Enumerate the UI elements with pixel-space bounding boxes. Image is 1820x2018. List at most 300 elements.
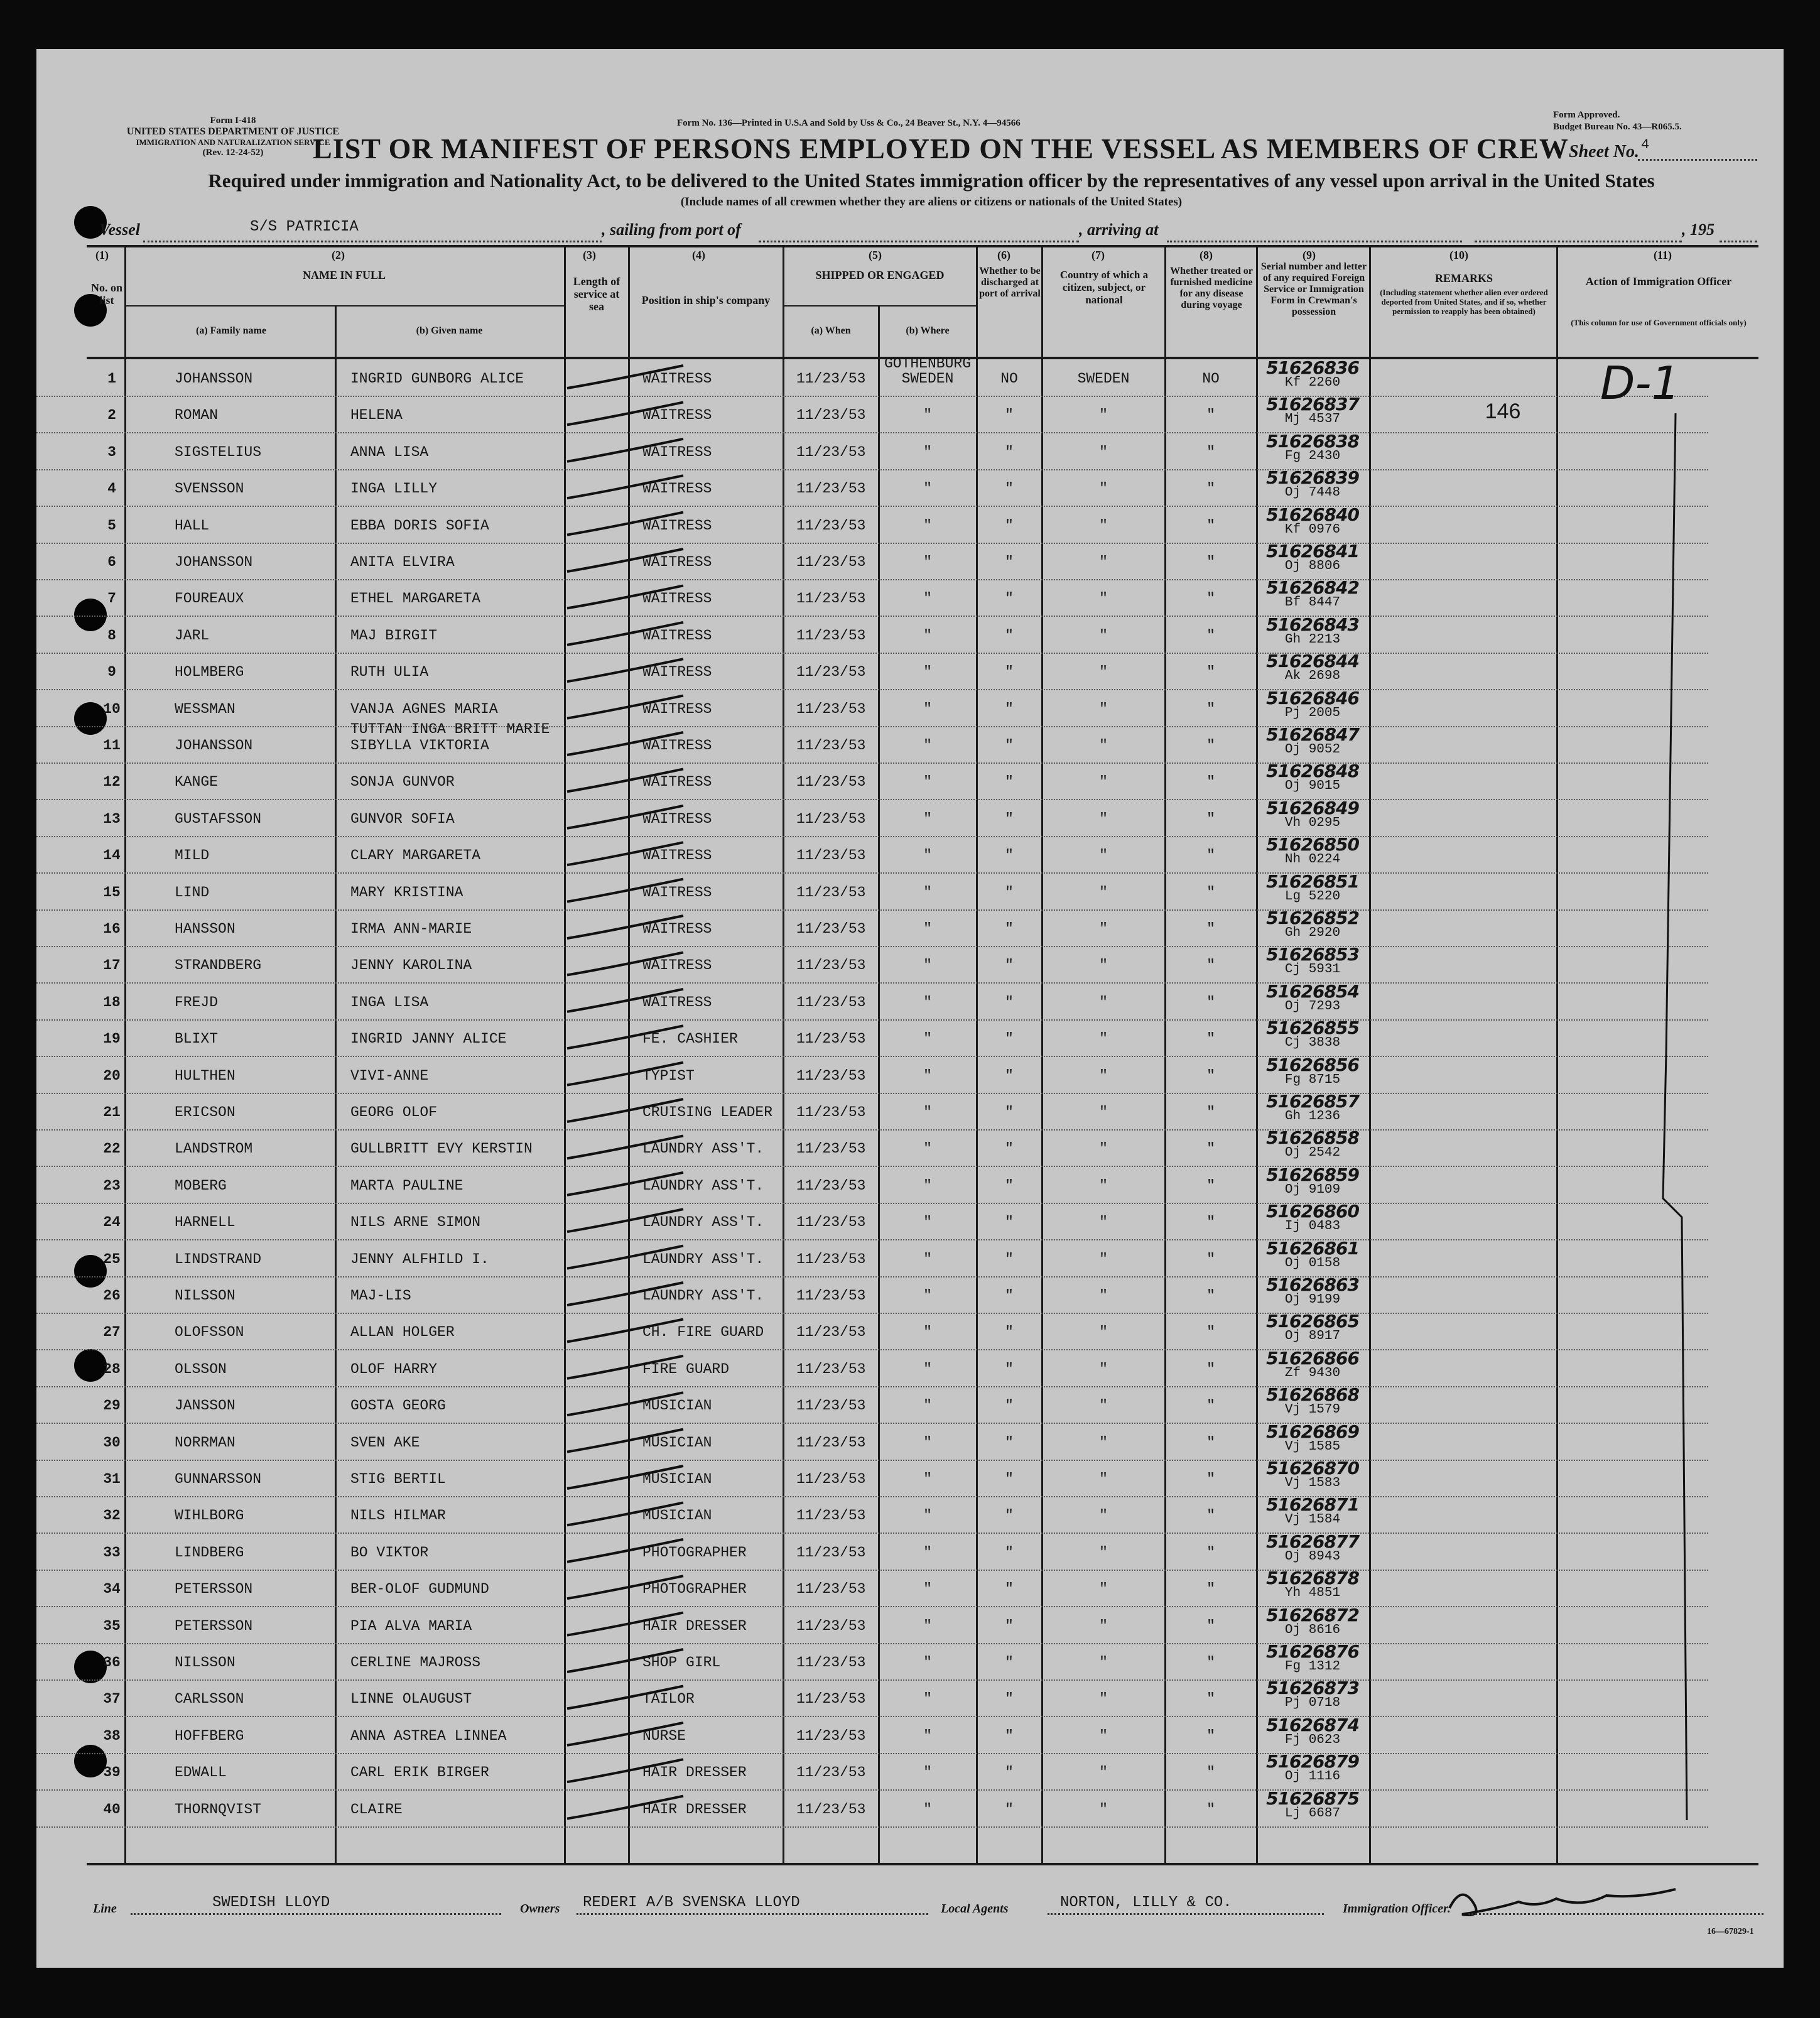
treated: " (1206, 700, 1215, 717)
family-name: LINDBERG (175, 1544, 244, 1561)
officer-underline (1468, 1913, 1763, 1915)
given-name: ALLAN HOLGER (350, 1324, 455, 1341)
given-name: MARTA PAULINE (350, 1177, 463, 1194)
treated: " (1206, 1250, 1215, 1267)
treated: " (1206, 884, 1215, 901)
given-name: PIA ALVA MARIA (350, 1617, 472, 1634)
row-number: 18 (103, 994, 121, 1011)
shipped-where: " (923, 1214, 932, 1231)
service-check-stroke (567, 402, 683, 425)
country: " (1099, 1764, 1108, 1781)
treated: " (1206, 664, 1215, 681)
family-name: ERICSON (175, 1104, 236, 1120)
country: " (1099, 1324, 1108, 1341)
service-check-stroke (567, 1319, 683, 1342)
col-5-header: SHIPPED OR ENGAGED (815, 269, 945, 281)
shipped-where: SWEDEN (901, 371, 954, 387)
position: LAUNDRY ASS'T. (642, 1250, 764, 1267)
discharged: " (1005, 1471, 1014, 1487)
shipped-where: " (923, 957, 932, 974)
serial-handwritten: 51626877 (1266, 1531, 1359, 1552)
discharged: " (1005, 884, 1014, 901)
col-2-header: NAME IN FULL (302, 269, 386, 281)
family-name: PETERSSON (175, 1617, 253, 1634)
form-id: Form I-418 (210, 116, 256, 126)
treated: " (1206, 1360, 1215, 1377)
col-11-note: (This column for use of Government officials only) (1571, 318, 1747, 327)
shipped-where: " (923, 1471, 932, 1487)
position: CH. FIRE GUARD (642, 1324, 764, 1341)
vessel-label: Vessel (99, 220, 140, 239)
family-name: MILD (175, 847, 210, 864)
shipped-when: 11/23/53 (796, 1141, 866, 1158)
discharged: " (1005, 1141, 1014, 1158)
col-11-header: Action of Immigration Officer (1585, 275, 1732, 288)
family-name: JOHANSSON (175, 371, 253, 387)
row-number: 27 (103, 1324, 121, 1341)
position: HAIR DRESSER (642, 1801, 747, 1818)
row-number: 13 (103, 810, 121, 827)
treated: " (1206, 774, 1215, 791)
service-check-stroke (567, 842, 683, 865)
country: " (1099, 627, 1108, 644)
col-1-number: (1) (95, 249, 109, 261)
country: " (1099, 737, 1108, 754)
serial-typed: Vj 1583 (1284, 1476, 1341, 1490)
discharged: " (1005, 1214, 1014, 1231)
treated: " (1206, 1544, 1215, 1561)
serial-typed: Oj 8806 (1284, 559, 1341, 573)
shipped-where: " (923, 1654, 932, 1671)
form-code: 16—67829-1 (1707, 1927, 1754, 1936)
serial-handwritten: 51626839 (1266, 467, 1359, 489)
officer-mark: D-1 (1600, 357, 1681, 410)
shipped-where: " (923, 774, 932, 791)
treated: " (1206, 1764, 1215, 1781)
discharged: " (1005, 443, 1014, 460)
family-name: HOFFBERG (175, 1727, 244, 1744)
serial-handwritten: 51626857 (1266, 1091, 1359, 1112)
serial-typed: Fg 1312 (1284, 1659, 1341, 1674)
shipped-when: 11/23/53 (796, 700, 866, 717)
shipped-when: 11/23/53 (796, 1544, 866, 1561)
treated: " (1206, 1691, 1215, 1708)
row-number: 38 (103, 1727, 121, 1744)
discharged: " (1005, 1288, 1014, 1304)
officer-vertical-line (1663, 413, 1687, 1820)
country: " (1099, 664, 1108, 681)
col-7-number: (7) (1091, 249, 1105, 261)
given-name: BER-OLOF GUDMUND (350, 1581, 489, 1598)
discharged: " (1005, 1397, 1014, 1414)
service-check-stroke (567, 732, 683, 755)
discharged: " (1005, 1544, 1014, 1561)
position: FE. CASHIER (642, 1031, 738, 1048)
discharged: " (1005, 1324, 1014, 1341)
row-number: 29 (103, 1397, 121, 1414)
family-name: HALL (175, 517, 210, 534)
service-check-stroke (567, 1613, 683, 1636)
position: WAITRESS (642, 443, 712, 460)
serial-handwritten: 51626879 (1266, 1751, 1359, 1772)
discharged: " (1005, 590, 1014, 607)
col-6-number: (6) (997, 249, 1010, 261)
discharged: " (1005, 847, 1014, 864)
discharged: " (1005, 1067, 1014, 1084)
shipped-where: " (923, 1434, 932, 1451)
serial-handwritten: 51626871 (1266, 1494, 1359, 1516)
treated: " (1206, 517, 1215, 534)
given-name: ETHEL MARGARETA (350, 590, 481, 607)
service-check-stroke (567, 916, 683, 938)
country: " (1099, 1507, 1108, 1524)
row-number: 39 (103, 1764, 121, 1781)
revision-date: (Rev. 12-24-52) (202, 148, 264, 158)
family-name: LINDSTRAND (175, 1250, 262, 1267)
service-check-stroke (567, 439, 683, 462)
row-number: 36 (103, 1654, 121, 1671)
given-name: MAJ-LIS (350, 1288, 411, 1304)
position: LAUNDRY ASS'T. (642, 1214, 764, 1231)
shipped-when: 11/23/53 (796, 1507, 866, 1524)
serial-handwritten: 51626863 (1266, 1274, 1359, 1295)
serial-typed: Nh 0224 (1284, 852, 1341, 867)
country: " (1099, 1031, 1108, 1048)
family-name: KANGE (175, 774, 219, 791)
service-check-stroke (567, 1466, 683, 1489)
shipped-when: 11/23/53 (796, 590, 866, 607)
serial-handwritten: 51626868 (1266, 1384, 1359, 1406)
family-name: GUSTAFSSON (175, 810, 262, 827)
line-underline (131, 1913, 501, 1915)
country: " (1099, 1654, 1108, 1671)
discharged: NO (1000, 371, 1018, 387)
position: WAITRESS (642, 884, 712, 901)
shipped-where: " (923, 1581, 932, 1598)
remarks: 146 (1485, 399, 1521, 424)
family-name: HOLMBERG (175, 664, 244, 681)
discharged: " (1005, 1434, 1014, 1451)
col-2b-header: (b) Given name (416, 325, 483, 336)
treated: " (1206, 1471, 1215, 1487)
service-check-stroke (567, 475, 683, 498)
family-name: JOHANSSON (175, 554, 253, 570)
serial-typed: Oj 7293 (1284, 999, 1341, 1014)
shipped-where: " (923, 407, 932, 424)
row-number: 35 (103, 1617, 121, 1634)
serial-typed: Oj 8917 (1284, 1329, 1341, 1344)
treated: " (1206, 810, 1215, 827)
given-name: GOSTA GEORG (350, 1397, 446, 1414)
country: " (1099, 1288, 1108, 1304)
shipped-where: " (923, 1250, 932, 1267)
shipped-when: 11/23/53 (796, 1031, 866, 1048)
discharged: " (1005, 1507, 1014, 1524)
given-name: INGRID GUNBORG ALICE (350, 371, 524, 387)
position: WAITRESS (642, 554, 712, 570)
discharged: " (1005, 810, 1014, 827)
shipped-when: 11/23/53 (796, 774, 866, 791)
row-number: 19 (103, 1031, 121, 1048)
shipped-where: " (923, 1324, 932, 1341)
country: " (1099, 774, 1108, 791)
position: WAITRESS (642, 994, 712, 1011)
serial-handwritten: 51626841 (1266, 541, 1359, 561)
given-name: GULLBRITT EVY KERSTIN (350, 1141, 533, 1158)
row-number: 33 (103, 1544, 121, 1561)
position: WAITRESS (642, 627, 712, 644)
shipped-when: 11/23/53 (796, 517, 866, 534)
col-8-number: (8) (1200, 249, 1213, 261)
position: MUSICIAN (642, 1397, 712, 1414)
sheet-number: 4 (1641, 137, 1650, 153)
given-name: GUNVOR SOFIA (350, 810, 455, 827)
vessel-name: S/S PATRICIA (250, 219, 359, 236)
treated: " (1206, 480, 1215, 497)
country: " (1099, 517, 1108, 534)
shipped-when: 11/23/53 (796, 1617, 866, 1634)
shipped-where: " (923, 1288, 932, 1304)
service-check-stroke (567, 1283, 683, 1305)
treated: " (1206, 1031, 1215, 1048)
family-name: NILSSON (175, 1288, 236, 1304)
subtitle: Required under immigration and Nationality Act, to be delivered to the United States immigration officer by the representatives of any vessel upon arrival in the United States (208, 170, 1655, 192)
treated: " (1206, 554, 1215, 570)
officer-label: Immigration Officer. (1343, 1902, 1451, 1916)
serial-typed: Mj 4537 (1284, 412, 1341, 427)
serial-typed: Oj 9199 (1284, 1293, 1341, 1307)
given-name: HELENA (350, 407, 403, 424)
row-number: 6 (107, 554, 116, 570)
agents-underline (1048, 1913, 1324, 1915)
discharged: " (1005, 994, 1014, 1011)
family-name: EDWALL (175, 1764, 227, 1781)
serial-typed: Cj 3838 (1284, 1036, 1341, 1051)
col-2-number: (2) (332, 249, 345, 261)
shipped-when: 11/23/53 (796, 1214, 866, 1231)
row-number: 8 (107, 627, 116, 644)
treated: " (1206, 921, 1215, 937)
service-check-stroke (567, 696, 683, 719)
service-check-stroke (567, 1026, 683, 1048)
service-name: IMMIGRATION AND NATURALIZATION SERVICE (136, 138, 330, 147)
family-name: JANSSON (175, 1397, 236, 1414)
given-name: VANJA AGNES MARIA (350, 700, 498, 717)
family-name: STRANDBERG (175, 957, 262, 974)
position: PHOTOGRAPHER (642, 1544, 747, 1561)
service-check-stroke (567, 1576, 683, 1598)
discharged: " (1005, 1581, 1014, 1598)
given-name: INGA LILLY (350, 480, 438, 497)
family-name: BLIXT (175, 1031, 219, 1048)
shipped-when: 11/23/53 (796, 1471, 866, 1487)
country: " (1099, 1727, 1108, 1744)
shipped-where: " (923, 664, 932, 681)
country: " (1099, 1434, 1108, 1451)
budget-line: Budget Bureau No. 43—R065.5. (1553, 122, 1682, 132)
shipped-when: 11/23/53 (796, 737, 866, 754)
serial-handwritten: 51626870 (1266, 1458, 1359, 1478)
sailing-label: , sailing from port of (602, 220, 741, 239)
serial-handwritten: 51626850 (1266, 834, 1359, 855)
position: WAITRESS (642, 957, 712, 974)
service-check-stroke (567, 549, 683, 572)
shipped-where: " (923, 921, 932, 937)
serial-handwritten: 51626855 (1266, 1017, 1359, 1039)
serial-handwritten: 51626843 (1266, 614, 1359, 635)
col-10-header: REMARKS (1434, 272, 1493, 285)
shipped-when: 11/23/53 (796, 1250, 866, 1267)
shipped-when: 11/23/53 (796, 1434, 866, 1451)
shipped-when: 11/23/53 (796, 627, 866, 644)
given-name: ANNA ASTREA LINNEA (350, 1727, 507, 1744)
approval-line: Form Approved. (1553, 110, 1620, 120)
serial-typed: Gh 2920 (1284, 926, 1341, 940)
serial-handwritten: 51626866 (1266, 1347, 1359, 1369)
department-name: UNITED STATES DEPARTMENT OF JUSTICE (126, 126, 340, 137)
family-name: HANSSON (175, 921, 236, 937)
serial-handwritten: 51626860 (1266, 1201, 1359, 1222)
treated: " (1206, 443, 1215, 460)
shipped-when: 11/23/53 (796, 371, 866, 387)
serial-handwritten: 51626848 (1266, 761, 1359, 782)
row-number: 22 (103, 1141, 121, 1158)
service-check-stroke (567, 513, 683, 535)
shipped-when: 11/23/53 (796, 1801, 866, 1818)
treated: " (1206, 1581, 1215, 1598)
family-name: NILSSON (175, 1654, 236, 1671)
given-name: RUTH ULIA (350, 664, 429, 681)
row-number: 7 (107, 590, 116, 607)
given-name: IRMA ANN-MARIE (350, 921, 472, 937)
serial-typed: Oj 7448 (1284, 486, 1341, 501)
shipped-where: " (923, 517, 932, 534)
shipped-where: " (923, 994, 932, 1011)
shipped-when: 11/23/53 (796, 994, 866, 1011)
col-5a-header: (a) When (811, 325, 851, 336)
serial-typed: Vj 1585 (1284, 1439, 1341, 1454)
handwritten-marks (36, 49, 1784, 1968)
given-name: ANITA ELVIRA (350, 554, 455, 570)
treated: " (1206, 1067, 1215, 1084)
serial-typed: Ij 0483 (1284, 1219, 1341, 1234)
shipped-when: 11/23/53 (796, 480, 866, 497)
shipped-when: 11/23/53 (796, 443, 866, 460)
shipped-where: " (923, 810, 932, 827)
shipped-where: " (923, 1031, 932, 1048)
treated: " (1206, 847, 1215, 864)
country: " (1099, 957, 1108, 974)
serial-typed: Bf 8447 (1284, 595, 1341, 610)
family-name: OLSSON (175, 1360, 227, 1377)
serial-typed: Cj 5931 (1284, 962, 1341, 977)
country: " (1099, 1471, 1108, 1487)
country: " (1099, 1360, 1108, 1377)
row-number: 5 (107, 517, 116, 534)
shipped-where: " (923, 1691, 932, 1708)
family-name: WESSMAN (175, 700, 236, 717)
shipped-when: 11/23/53 (796, 1177, 866, 1194)
position: PHOTOGRAPHER (642, 1581, 747, 1598)
treated: " (1206, 1727, 1215, 1744)
position: WAITRESS (642, 664, 712, 681)
discharged: " (1005, 1727, 1014, 1744)
serial-typed: Kf 0976 (1284, 522, 1341, 537)
given-name: INGRID JANNY ALICE (350, 1031, 507, 1048)
position: WAITRESS (642, 774, 712, 791)
treated: " (1206, 994, 1215, 1011)
given-name: BO VIKTOR (350, 1544, 429, 1561)
owners-label: Owners (520, 1902, 560, 1916)
country: " (1099, 847, 1108, 864)
service-check-stroke (567, 1796, 683, 1819)
shipped-where: " (923, 1544, 932, 1561)
col-8-header: Whether treated or furnished medicine for any disease during voyage (1170, 266, 1253, 310)
serial-handwritten: 51626856 (1266, 1054, 1359, 1075)
shipped-where: " (923, 590, 932, 607)
given-name: OLOF HARRY (350, 1360, 438, 1377)
serial-handwritten: 51626869 (1266, 1421, 1359, 1442)
col-4-number: (4) (692, 249, 705, 261)
serial-typed: Oj 8943 (1284, 1549, 1341, 1564)
discharged: " (1005, 1691, 1014, 1708)
family-name: CARLSSON (175, 1691, 244, 1708)
serial-handwritten: 51626840 (1266, 504, 1359, 525)
given-name: VIVI-ANNE (350, 1067, 429, 1084)
serial-typed: Vh 0295 (1284, 815, 1341, 830)
col-5b-header: (b) Where (906, 325, 950, 336)
shipped-where: " (923, 847, 932, 864)
position: MUSICIAN (642, 1434, 712, 1451)
given-name: CARL ERIK BIRGER (350, 1764, 489, 1781)
agents-value: NORTON, LILLY & CO. (1060, 1894, 1232, 1911)
family-name: MOBERG (175, 1177, 227, 1194)
serial-typed: Gh 2213 (1284, 632, 1341, 647)
serial-handwritten: 51626858 (1266, 1127, 1359, 1149)
treated: " (1206, 1214, 1215, 1231)
serial-handwritten: 51626844 (1266, 651, 1359, 672)
serial-typed: Oj 9015 (1284, 779, 1341, 794)
given-name: GEORG OLOF (350, 1104, 438, 1120)
given-name: CLARY MARGARETA (350, 847, 481, 864)
discharged: " (1005, 554, 1014, 570)
serial-typed: Oj 9052 (1284, 742, 1341, 757)
col-4-header: Position in ship's company (641, 294, 771, 306)
row-number: 1 (107, 371, 116, 387)
serial-typed: Kf 2260 (1284, 376, 1341, 390)
shipped-where: " (923, 554, 932, 570)
position: MUSICIAN (642, 1471, 712, 1487)
position: WAITRESS (642, 407, 712, 424)
serial-typed: Oj 8616 (1284, 1622, 1341, 1637)
shipped-where: " (923, 1177, 932, 1194)
position: WAITRESS (642, 371, 712, 387)
family-name: THORNQVIST (175, 1801, 262, 1818)
given-name: STIG BERTIL (350, 1471, 446, 1487)
service-check-stroke (567, 1063, 683, 1085)
service-check-stroke (567, 952, 683, 975)
country: SWEDEN (1077, 371, 1130, 387)
position: WAITRESS (642, 921, 712, 937)
position: HAIR DRESSER (642, 1617, 747, 1634)
discharged: " (1005, 957, 1014, 974)
country: " (1099, 1581, 1108, 1598)
service-check-stroke (567, 1356, 683, 1379)
shipped-when: 11/23/53 (796, 1288, 866, 1304)
serial-typed: Vj 1584 (1284, 1512, 1341, 1527)
serial-typed: Lg 5220 (1284, 889, 1341, 904)
country: " (1099, 1104, 1108, 1120)
